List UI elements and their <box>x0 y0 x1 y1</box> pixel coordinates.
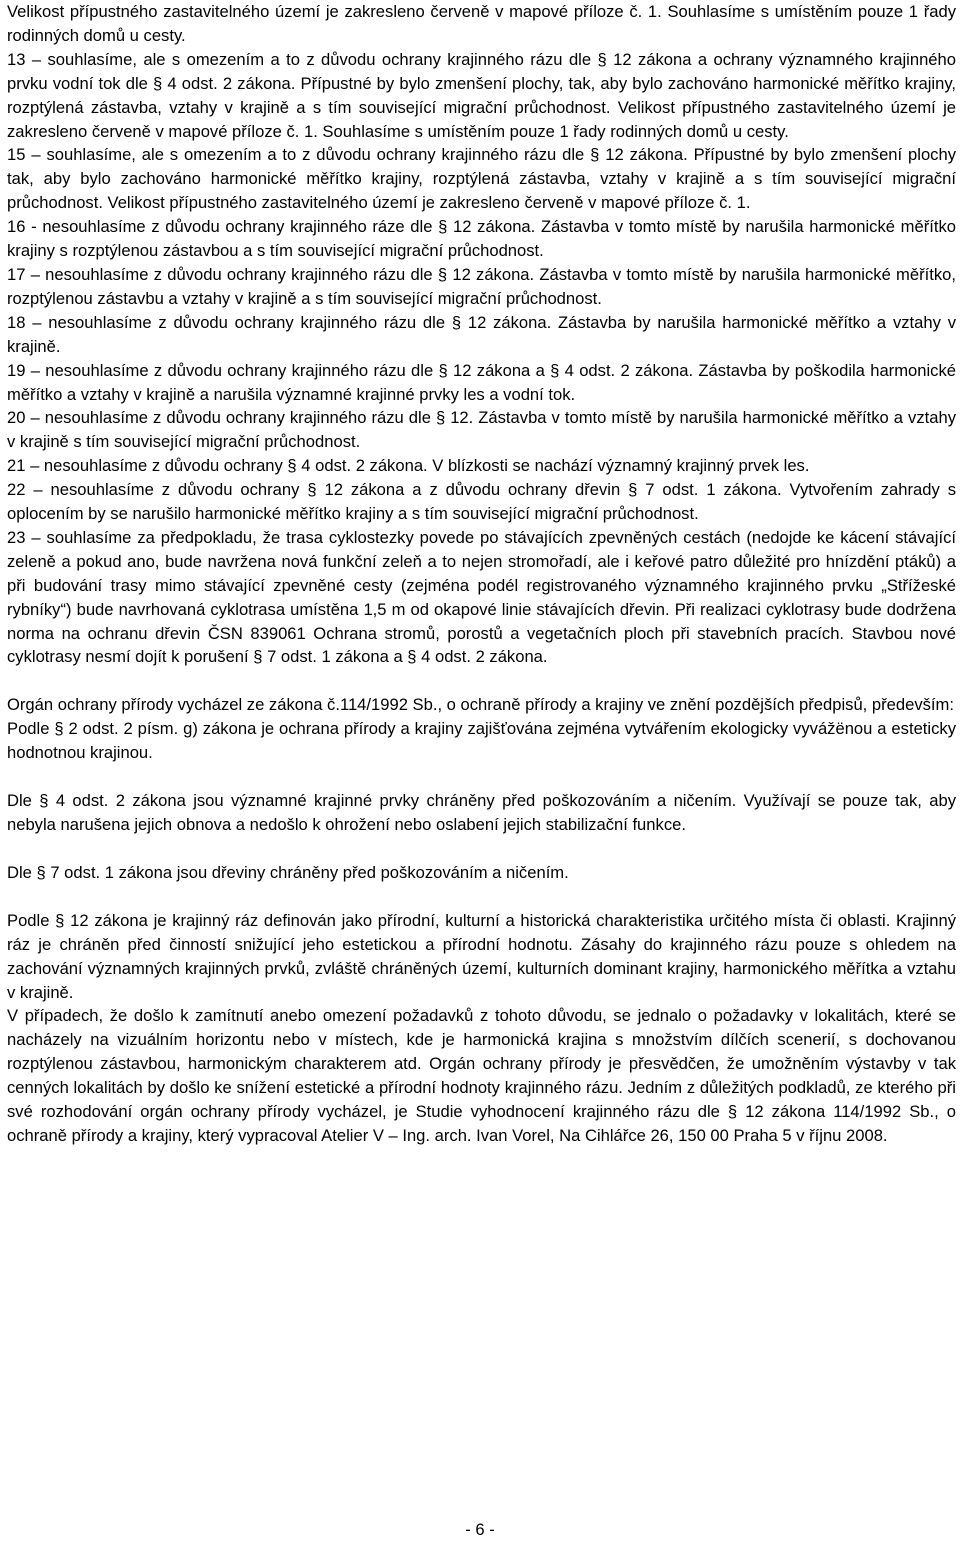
paragraph-item-22: 22 – nesouhlasíme z důvodu ochrany § 12 zákona a z důvodu ochrany dřevin § 7 odst. 1 zákona. Vytvořením zahrady s oplocením by se narušilo harmonické měřítko krajiny a s tím související migrační průchodnost. <box>7 480 956 524</box>
paragraph-item-19: 19 – nesouhlasíme z důvodu ochrany krajinného rázu dle § 12 zákona a § 4 odst. 2 zákona. Zástavba by poškodila harmonické měřítko a vztahy v krajině a narušila významné krajinné prvky les a vodní tok. <box>7 360 956 404</box>
legal-paragraph-s12: Podle § 12 zákona je krajinný ráz definován jako přírodní, kulturní a historická charakteristika určitého místa či oblasti. Krajinný ráz je chráněn před činností snižující jeho estetickou a přírodní hodnotu. Zásahy do krajinného rázu pouze s ohledem na zachování významných krajinných prvků, zvláště chráněných území, kulturních dominant krajiny, harmonického měřítka a vztahu v krajině. <box>7 910 956 1002</box>
legal-paragraph-s2: Podle § 2 odst. 2 písm. g) zákona je ochrana přírody a krajiny zajišťována zejména vytvářením ekologicky vyvážёnou a esteticky hodnotnou krajinou. <box>7 719 956 763</box>
paragraph-velikost-12: Velikost přípustného zastavitelného území je zakresleno červeně v mapové příloze č. 1. Souhlasíme s umístěním pouze 1 řady rodinných domů u cesty. <box>7 2 956 45</box>
spacer <box>7 669 956 693</box>
paragraph-item-23: 23 – souhlasíme za předpokladu, že trasa cyklostezky povede po stávajících zpevněných cestách (nedojde ke kácení stávající zeleně a pokud ano, bude navržena nová funkční zeleň a to nejen stromořadí, ale i keřové patro důležité pro hnízdění ptáků) a při budování trasy mimo stávající zpevněné cesty (zejména podél registrovaného významného krajinného prvku „Střížeské rybníky“) bude navrhovaná cyklotrasa umístěna 1,5 m od okapové linie stávajících dřevin. Při realizaci cyklotrasy bude dodržena norma na ochranu dřevin ČSN 839061 Ochrana stromů, porostů a vegetačních ploch při stavebních pracích. Stavbou nové cyklotrasy nesmí dojít k porušení § 7 odst. 1 zákona a § 4 odst. 2 zákona. <box>7 527 956 667</box>
paragraph-item-15: 15 – souhlasíme, ale s omezením a to z důvodu ochrany krajinného rázu dle § 12 zákona. Přípustné by bylo zmenšení plochy tak, aby bylo zachováno harmonické měřítko krajiny, rozptýlená zástavba, vztahy v krajině a s tím související migrační průchodnost. Velikost přípustného zastavitelného území je zakresleno červeně v mapové příloze č. 1. <box>7 145 956 213</box>
paragraph-item-20: 20 – nesouhlasíme z důvodu ochrany krajinného rázu dle § 12. Zástavba v tomto místě by narušila harmonické měřítko a vztahy v krajině s tím související migrační průchodnost. <box>7 408 956 452</box>
legal-intro: Orgán ochrany přírody vycházel ze zákona č.114/1992 Sb., o ochraně přírody a krajiny ve znění pozdějších předpisů, především: <box>7 695 954 715</box>
paragraph-item-16: 16 - nesouhlasíme z důvodu ochrany krajinného ráze dle § 12 zákona. Zástavba v tomto místě by narušila harmonické měřítko krajiny s rozptýlenou zástavbou a s tím související migrační průchodnost. <box>7 217 956 261</box>
document-body <box>7 0 956 1148</box>
legal-paragraph-s4: Dle § 4 odst. 2 zákona jsou významné krajinné prvky chráněny před poškozováním a ničením. Využívají se pouze tak, aby nebyla narušena jejich obnova a nedošlo k ohrožení nebo oslabení jejich stabilizační funkce. <box>7 791 956 834</box>
paragraph-item-21: 21 – nesouhlasíme z důvodu ochrany § 4 odst. 2 zákona. V blízkosti se nachází významný krajinný prvek les. <box>7 456 810 476</box>
paragraph-item-18: 18 – nesouhlasíme z důvodu ochrany krajinného rázu dle § 12 zákona. Zástavba by narušila harmonické měřítko a vztahy v krajině. <box>7 312 956 356</box>
legal-paragraph-s7: Dle § 7 odst. 1 zákona jsou dřeviny chráněny před poškozováním a ničením. <box>7 862 569 882</box>
legal-paragraph-s12-detail: V případech, že došlo k zamítnutí anebo omezení požadavků z tohoto důvodu, se jednalo o požadavky v lokalitách, které se nacházely na vizuálním horizontu nebo v místech, kde je harmonická krajina s množstvím dílčích scenerií, s dochovanou rozptýlenou zástavbou, harmonickým charakterem atd. Orgán ochrany přírody je přesvědčen, že umožněním výstavby v tak cenných lokalitách by došlo ke snížení estetické a přírodní hodnoty krajinného rázu. Jedním z důležitých podkladů, ze kterého při své rozhodování orgán ochrany přírody vycházel, je Studie vyhodnocení krajinného rázu dle § 12 zákona 114/1992 Sb., o ochraně přírody a krajiny, který vypracoval Atelier V – Ing. arch. Ivan Vorel, Na Cihlářce 26, 150 00 Praha 5 v říjnu 2008. <box>7 1006 956 1145</box>
paragraph-item-13: 13 – souhlasíme, ale s omezením a to z důvodu ochrany krajinného rázu dle § 12 zákona a ochrany významného krajinného prvku vodní tok dle § 4 odst. 2 zákona. Přípustné by bylo zmenšení plochy, tak, aby bylo zachováno harmonické měřítko krajiny, rozptýlená zástavba, vztahy v krajině a s tím související migrační průchodnost. Velikost přípustného zastavitelného území je zakresleno červeně v mapové příloze č. 1. Souhlasíme s umístěním pouze 1 řady rodinných domů u cesty. <box>7 49 956 141</box>
spacer <box>7 765 956 789</box>
spacer <box>7 837 956 861</box>
spacer <box>7 885 956 909</box>
page-number: - 6 - <box>465 1520 495 1539</box>
paragraph-item-17: 17 – nesouhlasíme z důvodu ochrany krajinného rázu dle § 12 zákona. Zástavba v tomto místě by narušila harmonické měřítko, rozptýlenou zástavbu a vztahy v krajině a s tím související migrační průchodnost. <box>7 264 956 308</box>
